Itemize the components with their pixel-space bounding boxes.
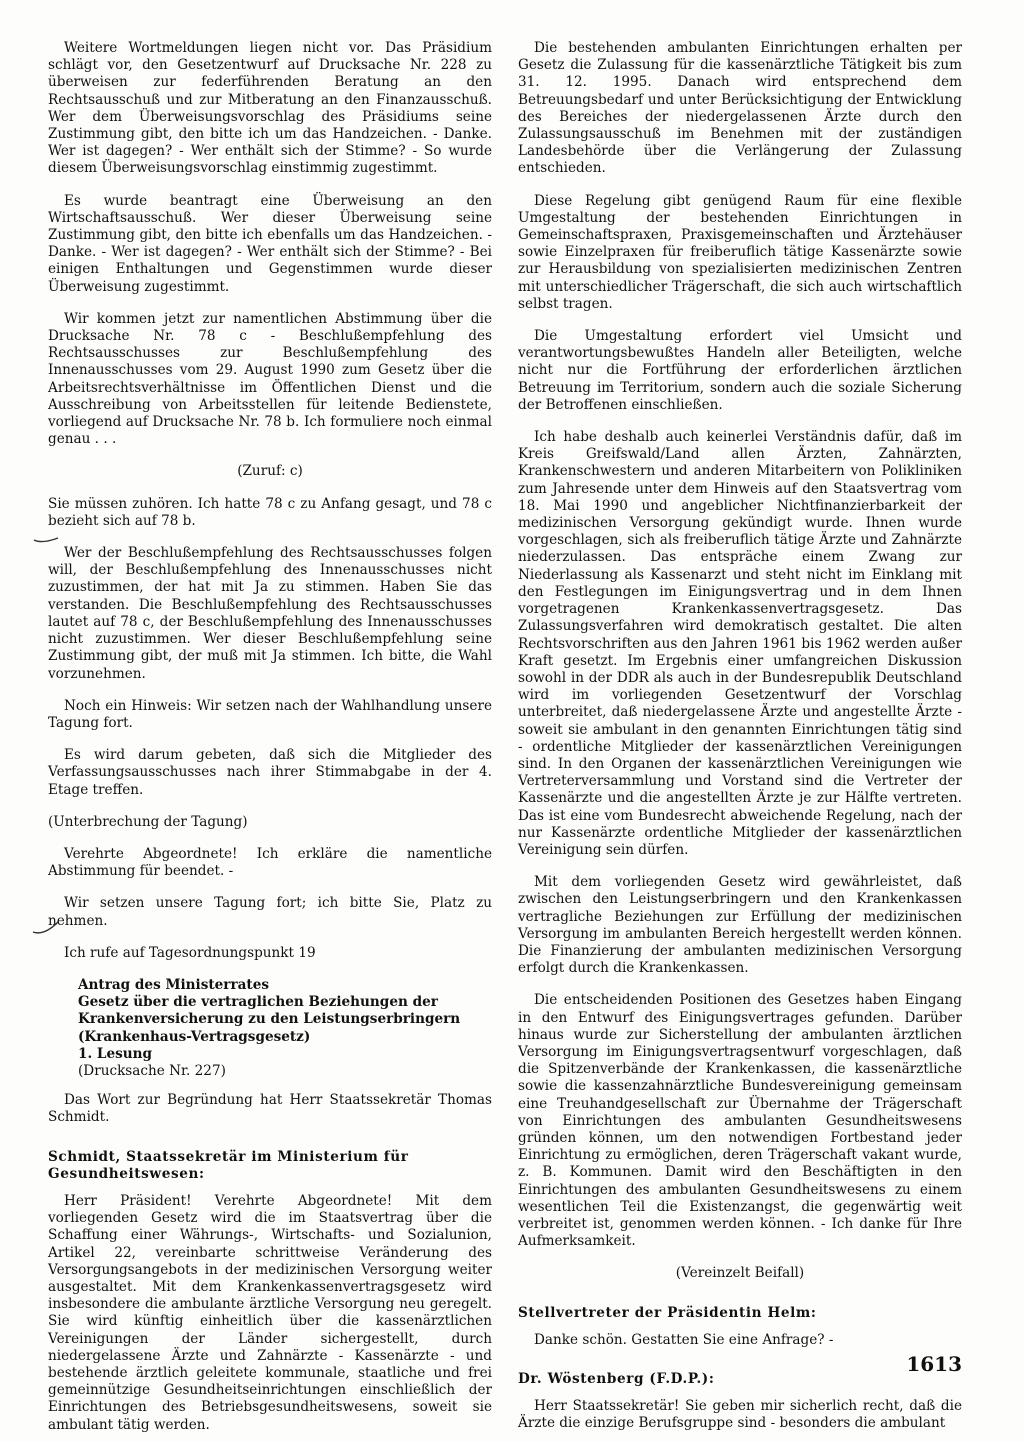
paragraph: Herr Staatssekretär! Sie geben mir sicherlich recht, daß die Ärzte die einzige Berufsgruppe sind - besonders die ambulant (518, 1398, 962, 1432)
margin-pencil-mark (32, 528, 62, 548)
left-column (48, 40, 492, 1449)
paragraph: Noch ein Hinweis: Wir setzen nach der Wahlhandlung unsere Tagung fort. (48, 697, 492, 731)
speaker-heading: Stellvertreter der Präsidentin Helm: (518, 1304, 817, 1321)
paragraph: Ich habe deshalb auch keinerlei Verständnis dafür, daß im Kreis Greifswald/Land allen Ärzten, Zahnärzten, Krankenschwestern und anderen Mitarbeitern von Polikliniken zum Jahresende unter dem Hinweis auf den Staatsvertrag vom 18. Mai 1990 und angeblicher Nichtfinanzierbarkeit der medizinischen Versorgung gekündigt wurde. Ihnen wurde vorgeschlagen, sich als freiberuflich tätige Ärzte und Zahnärzte niederzulassen. Das entspräche einem Zwang zur Niederlassung als Kassenarzt und steht nicht im Einklang mit den Festlegungen im Einigungsvertrag und in dem Ihnen vorgetragenen Krankenkassenvertragsgesetz. Das Zulassungsverfahren wird demokratisch gestaltet. Die alten Rechtsvorschriften aus den Jahren 1961 bis 1962 werden außer Kraft gesetzt. Im Ergebnis einer umfangreichen Diskussion sowohl in der DDR als auch in der Bundesrepublik Deutschland wird im vorliegenden Gesetzentwurf der Vorschlag unterbreitet, daß niedergelassene Ärzte und angestellte Ärzte - soweit sie ambulant in den genannten Einrichtungen tätig sind - ordentliche Mitglieder der kassenärztlichen Vereinigungen sind. In den Organen der kassenärztlichen Vereinigungen wie Vertreterversammlung und Vorstand sind die Vertreter der Kassenärzte und die angestellten Ärzte je zur Hälfte vertreten. Das ist eine vom Bundesrecht abweichende Regelung, nach der nur Kassenärzte ordentliche Mitglieder der kassenärztlichen Vereinigung sein dürfen. (518, 429, 962, 858)
speaker-heading: Schmidt, Staatssekretär im Ministerium für Gesundheitswesen: (48, 1148, 409, 1182)
speaker-heading: Dr. Wöstenberg (F.D.P.): (518, 1371, 715, 1388)
paragraph: Wir setzen unsere Tagung fort; ich bitte Sie, Platz zu nehmen. (48, 895, 492, 929)
margin-pencil-mark (30, 918, 62, 940)
paragraph: Die bestehenden ambulanten Einrichtungen erhalten per Gesetz die Zulassung für die kassenärztliche Tätigkeit bis zum 31. 12. 1995. Danach wird entsprechend dem Betreuungsbedarf und unter Berücksichtigung der Entwicklung des Bereiches der niedergelassenen Ärzte durch den Zulassungsausschuß im Benehmen mit der zuständigen Landesbehörde über die Verlängerung der Zulassung entschieden. (518, 40, 962, 177)
motion-document: (Drucksache Nr. 227) (78, 1062, 226, 1079)
interjection: (Zuruf: c) (237, 463, 303, 480)
paragraph: Diese Regelung gibt genügend Raum für eine flexible Umgestaltung der bestehenden Einrichtungen in Gemeinschaftspraxen, Praxisgemeinschaften und Ärztehäuser sowie Einzelpraxen für freiberuflich tätige Kassenärzte sowie zur Herausbildung von spezialisierten medizinischen Zentren mit unterschiedlicher Trägerschaft, die sich auch wirtschaftlich selbst tragen. (518, 192, 962, 312)
paragraph: Sie müssen zuhören. Ich hatte 78 c zu Anfang gesagt, und 78 c bezieht sich auf 78 b. (48, 495, 492, 529)
motion-law: Gesetz über die vertraglichen Beziehungen der Krankenversicherung zu den Leistungserbringern (Krankenhaus-Vertragsgesetz) (78, 994, 461, 1045)
paragraph: Verehrte Abgeordnete! Ich erkläre die namentliche Abstimmung für beendet. - (48, 845, 492, 880)
paragraph: Wir kommen jetzt zur namentlichen Abstimmung über die Drucksache Nr. 78 c - Beschlußempfehlung des Rechtsausschusses zur Beschlußempfehlung des Innenausschusses vom 29. August 1990 zum Gesetz über die Arbeitsrechtsverhältnisse im Öffentlichen Dienst und die Ausschreibung von Arbeitsstellen für leitende Bedienstete, vorliegend auf Drucksache Nr. 78 b. Ich formuliere noch einmal genau . . . (48, 310, 492, 448)
paragraph: Ich rufe auf Tagesordnungspunkt 19 (64, 944, 316, 961)
interruption-note: (Unterbrechung der Tagung) (48, 813, 248, 830)
paragraph: Das Wort zur Begründung hat Herr Staatssekretär Thomas Schmidt. (48, 1092, 492, 1126)
paragraph: Wer der Beschlußempfehlung des Rechtsausschusses folgen will, der Beschlußempfehlung des Innenausschusses nicht zuzustimmen, der hat mit Ja zu stimmen. Haben Sie das verstanden. Die Beschlußempfehlung des Rechtsausschusses lautet auf 78 c, der Beschlußempfehlung des Innenausschusses nicht zuzustimmen. Wer dieser Beschlußempfehlung seine Zustimmung gibt, der muß mit Ja stimmen. Ich bitte, die Wahl vorzunehmen. (48, 545, 492, 682)
paragraph: Danke schön. Gestatten Sie eine Anfrage? - (534, 1331, 834, 1348)
motion-reading: 1. Lesung (78, 1045, 153, 1062)
paragraph: Es wird darum gebeten, daß sich die Mitglieder des Verfassungsausschusses nach ihrer Stimmabgabe in der 4. Etage treffen. (48, 747, 492, 798)
applause-note: (Vereinzelt Beifall) (675, 1265, 805, 1282)
paragraph: Die entscheidenden Positionen des Gesetzes haben Eingang in den Entwurf des Einigungsvertrages gefunden. Darüber hinaus wurde zur Sicherstellung der ambulanten ärztlichen Versorgung im Einigungsvertragsentwurf vorgeschlagen, daß die Spitzenverbände der Krankenkassen, die kassenärztliche sowie die kassenzahnärztliche Bundesvereinigung gemeinsam eine Treuhandgesellschaft zur Übernahme der Trägerschaft von Einrichtungen des ambulanten Gesundheitswesens gründen können, um den notwendigen Fortbestand jeder Einrichtung zu ermöglichen, deren Trägerschaft vakant wurde, z. B. Kommunen. Damit wird den Beschäftigten in den Einrichtungen des ambulanten Gesundheitswesens zu einem wesentlichen Teil die Existenzangst, die gegenwärtig weit verbreitet ist, genommen werden können. - Ich danke für Ihre Aufmerksamkeit. (518, 992, 962, 1250)
paragraph: Weitere Wortmeldungen liegen nicht vor. Das Präsidium schlägt vor, den Gesetzentwurf auf Drucksache Nr. 228 zu überweisen zur federführenden Beratung an den Rechtsausschuß und zur Mitberatung an den Finanzausschuß. Wer dem Überweisungsvorschlag des Präsidiums seine Zustimmung gibt, den bitte ich um das Handzeichen. - Danke. Wer ist dagegen? - Wer enthält sich der Stimme? - So wurde diesem Überweisungsvorschlag einstimmig zugestimmt. (48, 40, 492, 177)
paragraph: Die Umgestaltung erfordert viel Umsicht und verantwortungsbewußtes Handeln aller Beteiligten, welche nicht nur die Fortführung der erforderlichen ärztlichen Betreuung im Territorium, sondern auch die soziale Sicherung der Betroffenen einschließen. (518, 328, 962, 413)
motion-title: Antrag des Ministerrates (78, 976, 270, 993)
right-column (518, 40, 962, 1448)
paragraph: Es wurde beantragt eine Überweisung an den Wirtschaftsausschuß. Wer dieser Überweisung seine Zustimmung gibt, den bitte ich ebenfalls um das Handzeichen. - Danke. - Wer ist dagegen? - Wer enthält sich der Stimme? - Bei einigen Enthaltungen und Gegenstimmen wurde dieser Überweisung zugestimmt. (48, 192, 492, 295)
agenda-motion (78, 977, 492, 1080)
paragraph: Herr Präsident! Verehrte Abgeordnete! Mit dem vorliegenden Gesetz wird die im Staatsvertrag über die Schaffung einer Währungs-, Wirtschafts- und Sozialunion, Artikel 22, vereinbarte schrittweise Veränderung des Versorgungsangebots in der medizinischen Versorgung weiter ausgestaltet. Mit dem Krankenkassenvertragsgesetz wird insbesondere die ambulante ärztliche Versorgung neu geregelt. Sie wird künftig einheitlich über die kassenärztlichen Vereinigungen der Länder sichergestellt, durch niedergelassene Ärzte und Zahnärzte - Kassenärzte - und bestehende ärztlich geleitete kommunale, staatliche und frei gemeinnützige Gesundheitseinrichtungen einschließlich der Einrichtungen des Betriebsgesundheitswesens, soweit sie ambulant tätig werden. (48, 1192, 492, 1433)
paragraph: Mit dem vorliegenden Gesetz wird gewährleistet, daß zwischen den Leistungserbringern und den Krankenkassen vertragliche Beziehungen zur Erfüllung der medizinischen Versorgung im ambulanten Bereich hergestellt werden können. Die Finanzierung der ambulanten medizinischen Versorgung erfolgt durch die Krankenkassen. (518, 874, 962, 977)
page-number: 1613 (906, 1352, 962, 1376)
